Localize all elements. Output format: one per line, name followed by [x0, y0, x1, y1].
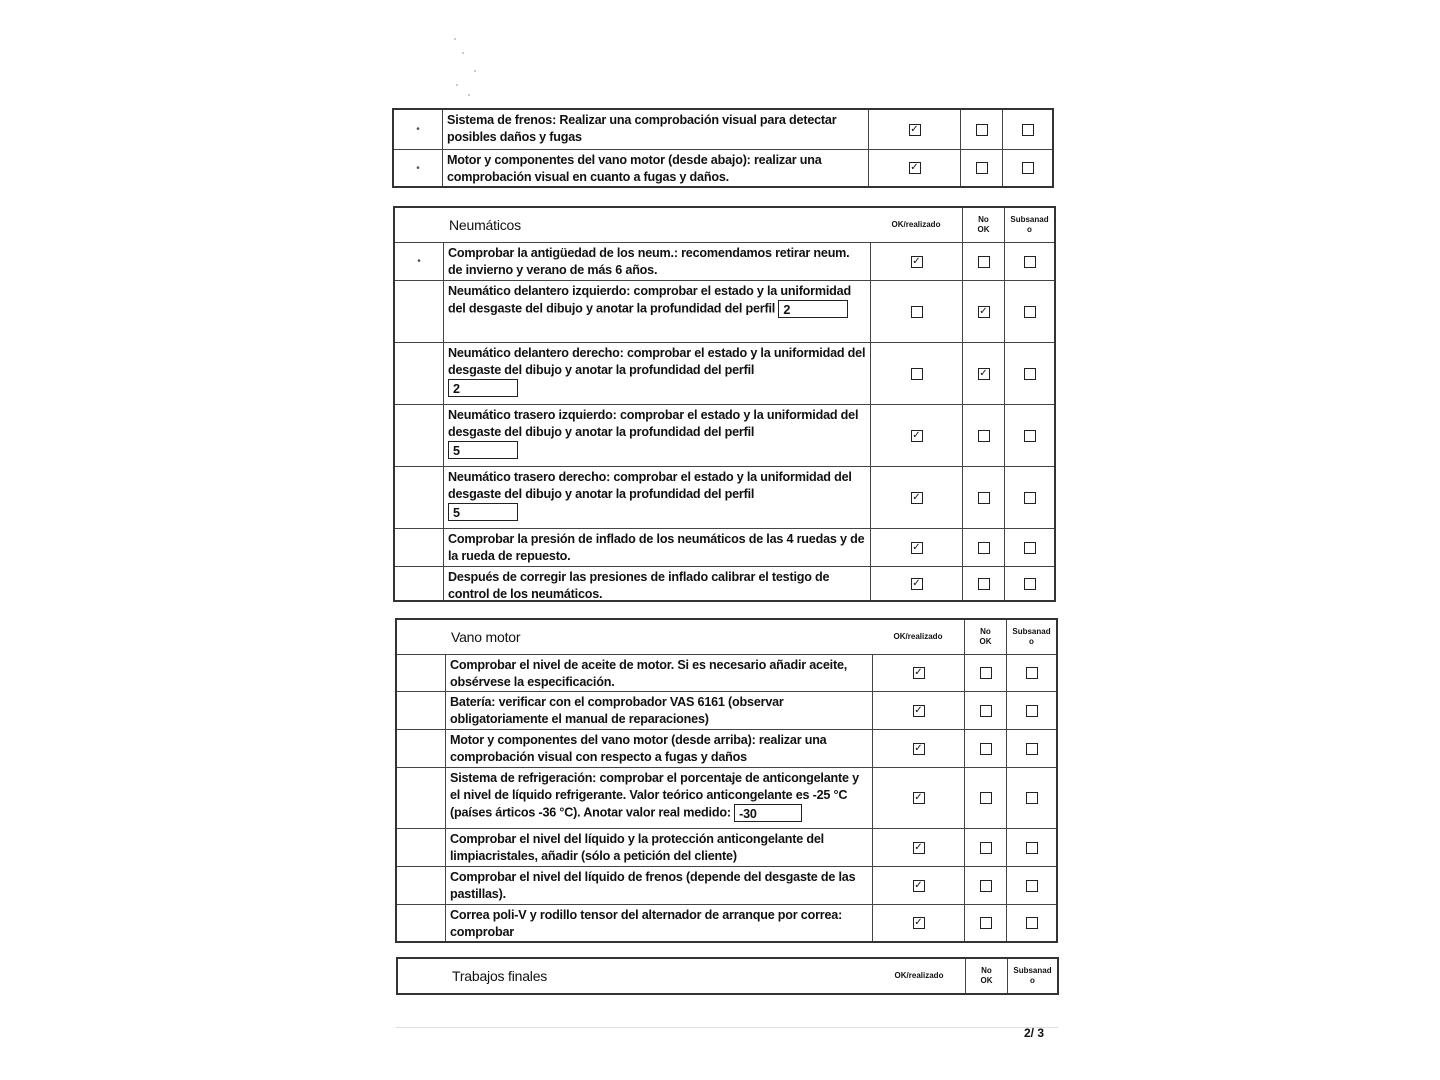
not-ok-checkbox[interactable]: [978, 578, 990, 590]
not-ok-checkbox[interactable]: [980, 743, 992, 755]
tyres-table: [393, 206, 1056, 602]
row-description: Comprobar la presión de inflado de los neumáticos de las 4 ruedas y de la rueda de repuesto.: [443, 529, 870, 566]
col-ok-label: OK/realizado: [891, 220, 941, 229]
row-description: Sistema de frenos: Realizar una comprobación visual para detectar posibles daños y fugas: [442, 110, 868, 149]
col-fixed-label: Subsanad o: [1010, 215, 1049, 234]
ok-checkbox[interactable]: ✓: [910, 162, 919, 173]
table-row: [397, 828, 1056, 866]
ok-checkbox[interactable]: [911, 368, 923, 380]
not-ok-checkbox[interactable]: [980, 705, 992, 717]
table-row: [394, 149, 1052, 186]
table-row: [397, 691, 1056, 729]
row-description: Comprobar el nivel del líquido de frenos (depende del desgaste de las pastillas).: [445, 867, 872, 904]
row-description: Motor y componentes del vano motor (desde arriba): realizar una comprobación visual con respecto a fugas y daños: [445, 730, 872, 767]
table-header: [395, 208, 1054, 242]
page-number: 2/ 3: [1024, 1026, 1045, 1040]
fixed-checkbox[interactable]: [1026, 705, 1038, 717]
not-ok-checkbox[interactable]: [978, 492, 990, 504]
fixed-checkbox[interactable]: [1024, 306, 1036, 318]
table-row: [394, 110, 1052, 149]
row-description: Neumático delantero izquierdo: comprobar el estado y la uniformidad del desgaste del dibujo y anotar la profundidad del perfil 2: [443, 281, 870, 342]
ok-checkbox[interactable]: ✓: [914, 704, 923, 716]
row-bullet: •: [416, 124, 420, 135]
fixed-checkbox[interactable]: [1024, 256, 1036, 268]
not-ok-checkbox[interactable]: [980, 842, 992, 854]
brakes-engine-table: [392, 108, 1054, 188]
not-ok-checkbox[interactable]: [978, 256, 990, 268]
fixed-checkbox[interactable]: [1026, 842, 1038, 854]
row-description: Comprobar la antigüedad de los neum.: recomendamos retirar neum. de invierno y verano de más 6 años.: [443, 243, 870, 280]
ok-checkbox[interactable]: ✓: [912, 429, 921, 441]
row-description: Neumático trasero izquierdo: comprobar el estado y la uniformidad del desgaste del dibujo y anotar la profundidad del perfil 5: [443, 405, 870, 466]
table-row: [395, 342, 1054, 404]
not-ok-checkbox[interactable]: [978, 542, 990, 554]
table-row: [395, 528, 1054, 566]
table-row: [395, 242, 1054, 280]
fixed-checkbox[interactable]: [1026, 917, 1038, 929]
row-description: Motor y componentes del vano motor (desde abajo): realizar una comprobación visual en cuanto a fugas y daños.: [442, 150, 868, 186]
section-title: Trabajos finales: [452, 967, 548, 984]
fixed-checkbox[interactable]: [1024, 492, 1036, 504]
ok-checkbox[interactable]: ✓: [914, 841, 923, 853]
ok-checkbox[interactable]: ✓: [914, 792, 923, 803]
fixed-checkbox[interactable]: [1024, 542, 1036, 554]
antifreeze-value-field[interactable]: -30: [734, 804, 802, 822]
fixed-checkbox[interactable]: [1026, 743, 1038, 755]
row-description: Batería: verificar con el comprobador VAS 6161 (observar obligatoriamente el manual de reparaciones): [445, 692, 872, 729]
table-header: [397, 620, 1056, 654]
scan-specks: [448, 30, 488, 100]
ok-checkbox[interactable]: ✓: [912, 255, 921, 267]
col-fixed-label: Subsanad o: [1013, 966, 1052, 985]
fixed-checkbox[interactable]: [1026, 792, 1038, 804]
ok-checkbox[interactable]: ✓: [910, 123, 919, 135]
row-bullet: •: [416, 162, 420, 174]
table-row: [395, 466, 1054, 528]
fixed-checkbox[interactable]: [1024, 368, 1036, 380]
fixed-checkbox[interactable]: [1024, 430, 1036, 442]
final-works-table: [396, 957, 1059, 995]
fixed-checkbox[interactable]: [1022, 162, 1034, 174]
col-ok-label: OK/realizado: [894, 971, 944, 980]
table-header: [398, 959, 1057, 993]
col-not-ok-label: No OK: [979, 627, 992, 646]
tread-depth-field[interactable]: 2: [448, 379, 518, 397]
row-description: Correa poli-V y rodillo tensor del alternador de arranque por correa: comprobar: [445, 905, 872, 941]
fixed-checkbox[interactable]: [1026, 667, 1038, 679]
not-ok-checkbox[interactable]: ✓: [979, 367, 988, 379]
ok-checkbox[interactable]: [911, 306, 923, 318]
row-bullet: •: [417, 256, 421, 267]
table-row: [397, 904, 1056, 941]
table-row: [397, 866, 1056, 904]
not-ok-checkbox[interactable]: [978, 430, 990, 442]
table-row: [397, 767, 1056, 828]
ok-checkbox[interactable]: ✓: [912, 541, 921, 553]
not-ok-checkbox[interactable]: [980, 667, 992, 679]
row-description: Neumático trasero derecho: comprobar el estado y la uniformidad del desgaste del dibujo y anotar la profundidad del perfil 5: [443, 467, 870, 528]
ok-checkbox[interactable]: ✓: [914, 917, 923, 928]
tread-depth-field[interactable]: 5: [448, 503, 518, 521]
col-not-ok-label: No OK: [977, 215, 990, 234]
table-row: [395, 280, 1054, 342]
row-description: Sistema de refrigeración: comprobar el porcentaje de anticongelante y el nivel de líquido refrigerante. Valor teórico anticongelante es -25 °C (países árticos -36 °C). Anotar valor real medido: -30: [445, 768, 872, 828]
ok-checkbox[interactable]: ✓: [912, 491, 921, 503]
table-row: [395, 404, 1054, 466]
col-ok-label: OK/realizado: [893, 632, 943, 641]
tread-depth-field[interactable]: 5: [448, 441, 518, 459]
fixed-checkbox[interactable]: [1026, 880, 1038, 892]
table-row: [397, 729, 1056, 767]
engine-bay-table: [395, 618, 1058, 943]
row-description: Comprobar el nivel de aceite de motor. Si es necesario añadir aceite, obsérvese la especificación.: [445, 655, 872, 691]
ok-checkbox[interactable]: ✓: [914, 879, 923, 891]
col-not-ok-label: No OK: [980, 966, 993, 985]
tread-depth-field[interactable]: 2: [778, 300, 848, 318]
not-ok-checkbox[interactable]: [980, 792, 992, 804]
ok-checkbox[interactable]: ✓: [914, 667, 923, 678]
row-description: Después de corregir las presiones de inflado calibrar el testigo de control de los neumáticos.: [443, 567, 870, 600]
fixed-checkbox[interactable]: [1022, 124, 1034, 136]
not-ok-checkbox[interactable]: [976, 162, 988, 174]
ok-checkbox[interactable]: ✓: [912, 577, 921, 589]
section-title: Neumáticos: [449, 216, 521, 233]
footer-divider: [396, 1027, 1058, 1028]
ok-checkbox[interactable]: ✓: [914, 742, 923, 754]
not-ok-checkbox[interactable]: ✓: [979, 305, 988, 317]
table-row: [397, 654, 1056, 691]
not-ok-checkbox[interactable]: [980, 917, 992, 929]
row-description: Comprobar el nivel del líquido y la protección anticongelante del limpiacristales, añadir (sólo a petición del cliente): [445, 829, 872, 866]
section-title: Vano motor: [451, 628, 521, 645]
table-row: [395, 566, 1054, 600]
not-ok-checkbox[interactable]: [980, 880, 992, 892]
not-ok-checkbox[interactable]: [976, 124, 988, 136]
row-description: Neumático delantero derecho: comprobar el estado y la uniformidad del desgaste del dibujo y anotar la profundidad del perfil 2: [443, 343, 870, 404]
fixed-checkbox[interactable]: [1024, 578, 1036, 590]
col-fixed-label: Subsanad o: [1012, 627, 1051, 646]
